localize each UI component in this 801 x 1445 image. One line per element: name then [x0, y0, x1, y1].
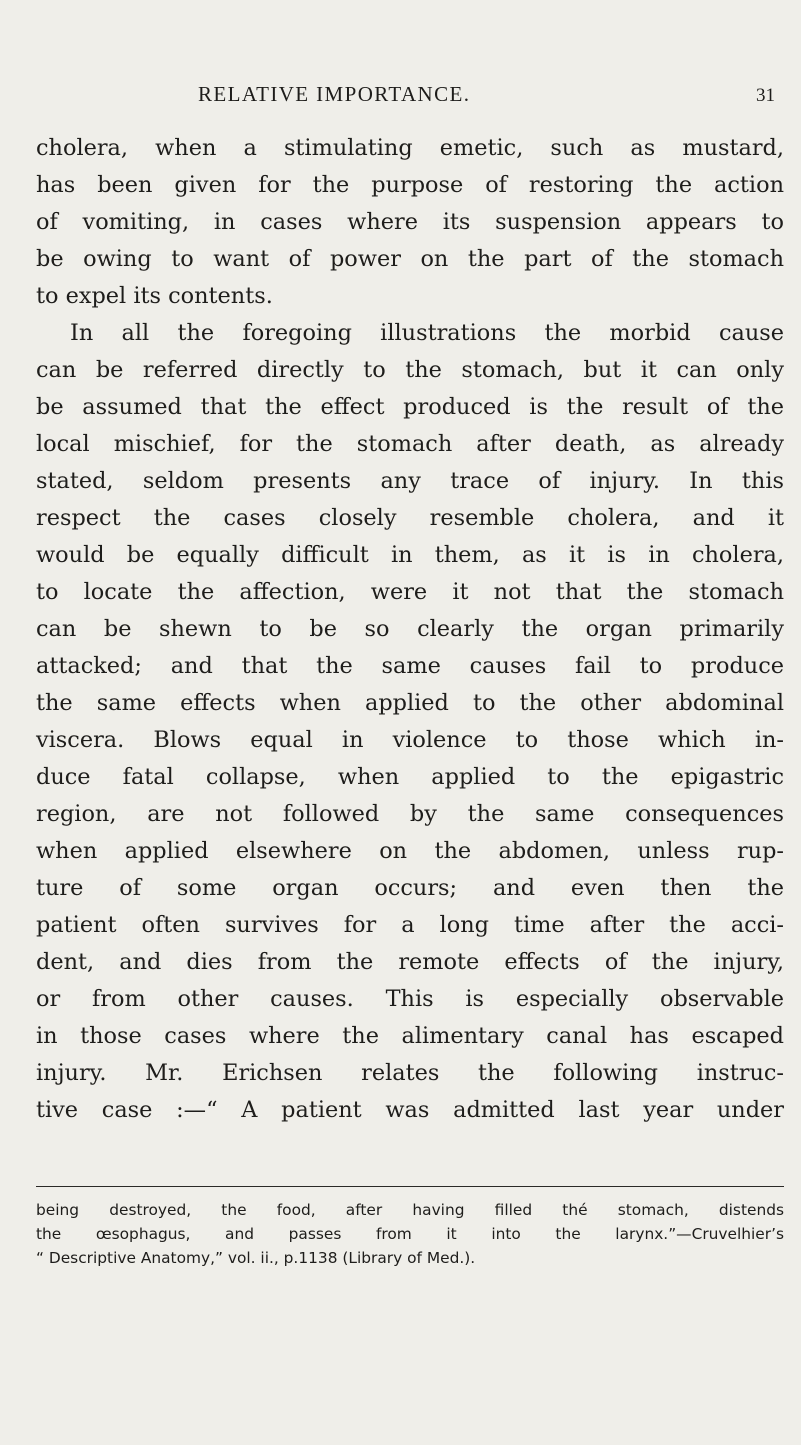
footnote-rule	[36, 1186, 784, 1187]
text-line: can be shewn to be so clearly the organ primarily	[36, 616, 784, 642]
page-number: 31	[756, 85, 775, 106]
text-line: attacked; and that the same causes fail to produce	[36, 653, 784, 679]
body-text	[36, 130, 784, 1129]
text-line: stated, seldom presents any trace of injury. In this	[36, 468, 784, 494]
text-line: cholera, when a stimulating emetic, such as mustard,	[36, 135, 784, 161]
text-line: dent, and dies from the remote effects of the injury,	[36, 949, 784, 975]
text-line: region, are not followed by the same consequences	[36, 801, 784, 827]
text-line: be owing to want of power on the part of the stomach	[36, 246, 784, 272]
footnote-line: “ Descriptive Anatomy,” vol. ii., p.1138 (Library of Med.).	[36, 1249, 476, 1267]
text-line: the same effects when applied to the other abdominal	[36, 690, 784, 716]
text-line: of vomiting, in cases where its suspension appears to	[36, 209, 784, 235]
text-line: injury. Mr. Erichsen relates the following instruc-	[36, 1060, 784, 1086]
text-line: local mischief, for the stomach after death, as already	[36, 431, 784, 457]
text-line: when applied elsewhere on the abdomen, unless rup-	[36, 838, 784, 864]
running-head: RELATIVE IMPORTANCE.	[198, 82, 471, 106]
text-line: to locate the affection, were it not that the stomach	[36, 579, 784, 605]
text-line: can be referred directly to the stomach, but it can only	[36, 357, 784, 383]
text-line: or from other causes. This is especially observable	[36, 986, 784, 1012]
text-line-paragraph-end: to expel its contents.	[36, 283, 273, 309]
footnote-line: the œsophagus, and passes from it into the larynx.”—Cruvelhier’s	[36, 1225, 784, 1243]
text-line: would be equally difficult in them, as it is in cholera,	[36, 542, 784, 568]
text-line: respect the cases closely resemble cholera, and it	[36, 505, 784, 531]
footnote-line: being destroyed, the food, after having filled thé stomach, distends	[36, 1201, 784, 1219]
text-line: tive case :—“ A patient was admitted last year under	[36, 1097, 784, 1123]
text-line: patient often survives for a long time after the acci-	[36, 912, 784, 938]
text-line: ture of some organ occurs; and even then the	[36, 875, 784, 901]
text-line: has been given for the purpose of restoring the action	[36, 172, 784, 198]
text-line-paragraph-start: In all the foregoing illustrations the morbid cause	[70, 320, 784, 346]
text-line: viscera. Blows equal in violence to those which in-	[36, 727, 784, 753]
text-line: in those cases where the alimentary canal has escaped	[36, 1023, 784, 1049]
text-line: duce fatal collapse, when applied to the epigastric	[36, 764, 784, 790]
text-line: be assumed that the effect produced is the result of the	[36, 394, 784, 420]
footnote	[36, 1198, 784, 1270]
